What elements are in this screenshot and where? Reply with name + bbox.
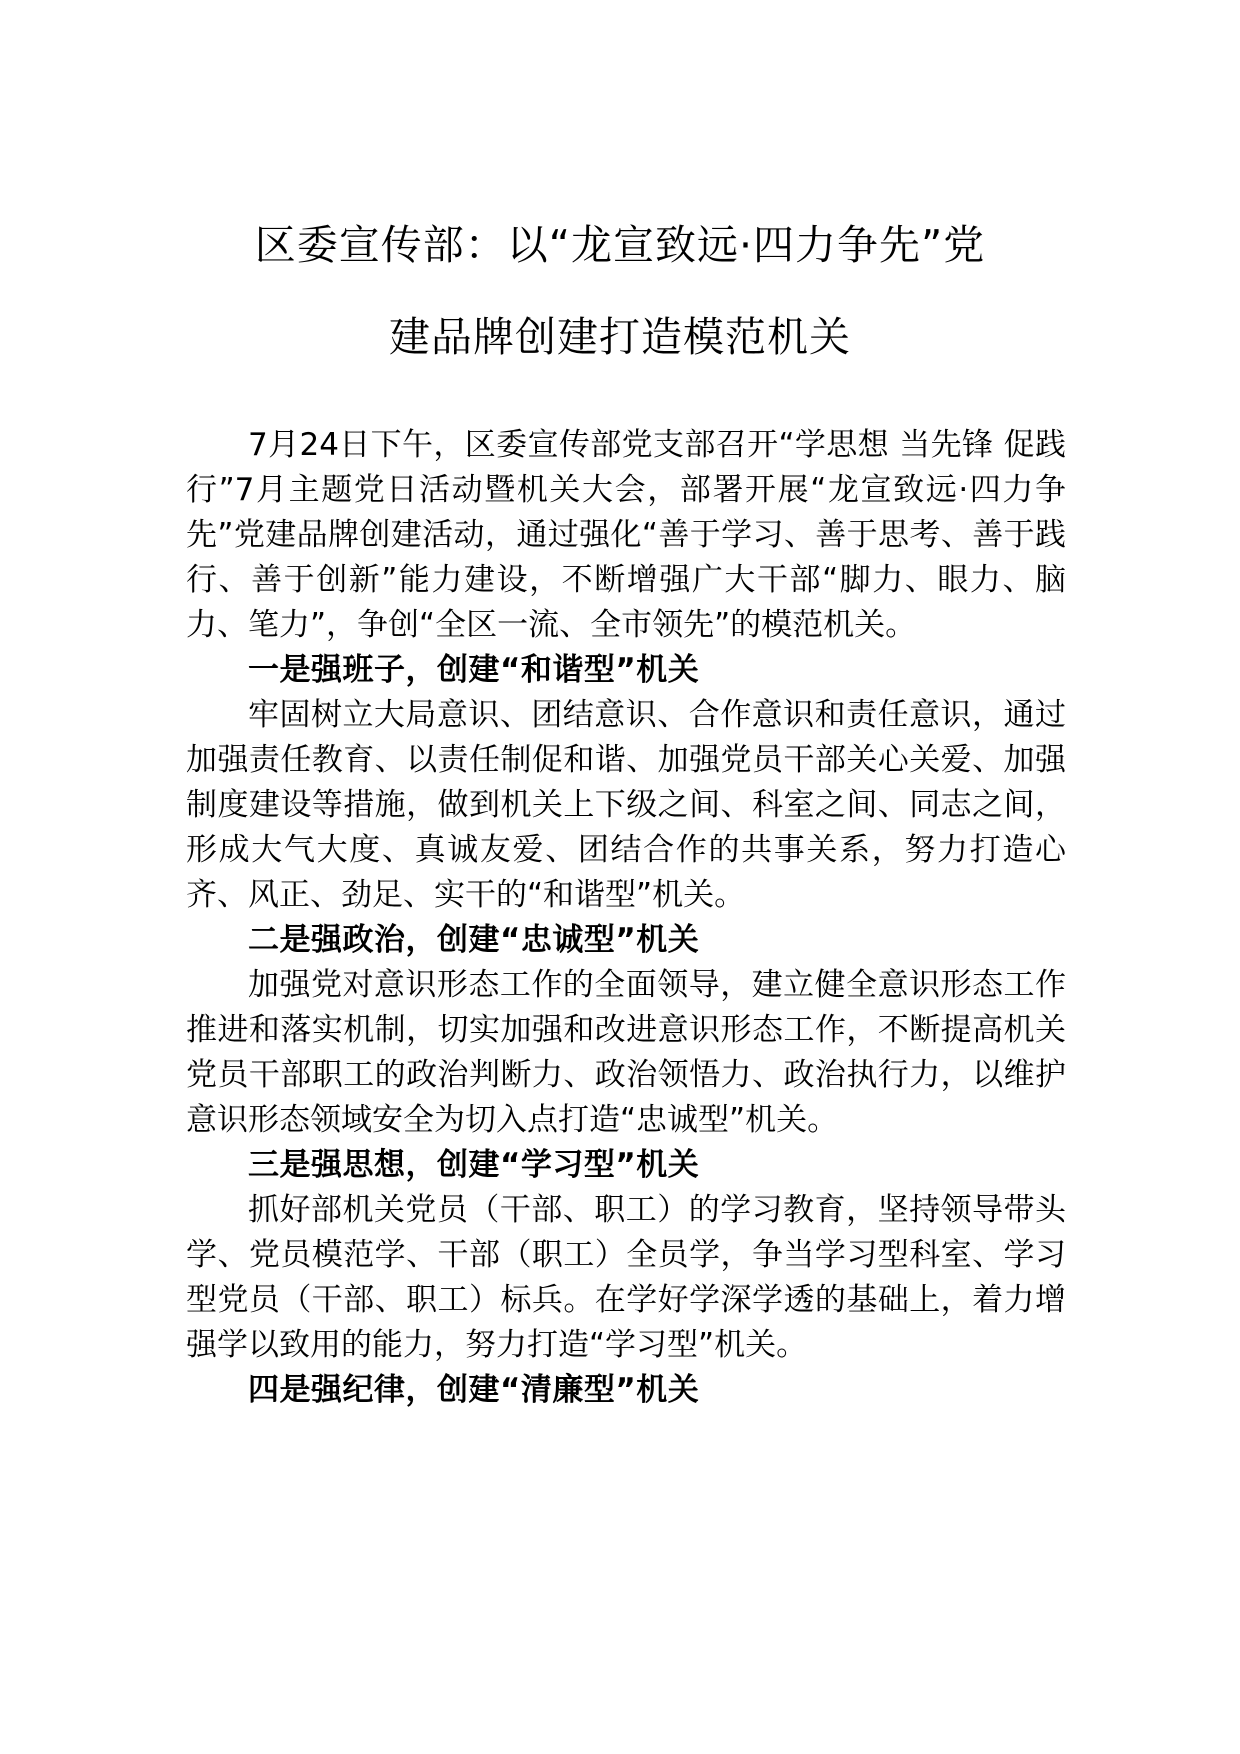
section-heading-3: 三是强思想，创建“学习型”机关: [248, 1147, 700, 1183]
section-paragraph-1: 牢固树立大局意识、团结意识、合作意识和责任意识，通过加强责任教育、以责任制促和谐、加强党员干部关心关爱、加强制度建设等措施，做到机关上下级之间、科室之间、同志之间，形成大气大度、真诚友爱、团结合作的共事关系，努力打造心齐、风正、劲足、实干的“和谐型”机关。: [186, 697, 1066, 913]
document-title-line-2: 建品牌创建打造模范机关: [389, 313, 851, 361]
section-paragraph-3: 抓好部机关党员（干部、职工）的学习教育，坚持领导带头学、党员模范学、干部（职工）全员学，争当学习型科室、学习型党员（干部、职工）标兵。在学好学深学透的基础上，着力增强学以致用的能力，努力打造“学习型”机关。: [186, 1192, 1066, 1363]
section-paragraph-2: 加强党对意识形态工作的全面领导，建立健全意识形态工作推进和落实机制，切实加强和改进意识形态工作，不断提高机关党员干部职工的政治判断力、政治领悟力、政治执行力，以维护意识形态领域安全为切入点打造“忠诚型”机关。: [186, 967, 1066, 1138]
intro-paragraph: 7月24日下午，区委宣传部党支部召开“学思想 当先锋 促践行”7月主题党日活动暨机关大会，部署开展“龙宣致远·四力争先”党建品牌创建活动，通过强化“善于学习、善于思考、善于践行、善于创新”能力建设，不断增强广大干部“脚力、眼力、脑力、笔力”，争创“全区一流、全市领先”的模范机关。: [186, 427, 1066, 643]
document-title-line-1: 区委宣传部：以“龙宣致远·四力争先”党: [254, 221, 986, 269]
document-body: [186, 423, 1066, 1413]
section-heading-1: 一是强班子，创建“和谐型”机关: [248, 652, 700, 688]
section-heading-2: 二是强政治，创建“忠诚型”机关: [248, 922, 700, 958]
section-heading-4: 四是强纪律，创建“清廉型”机关: [248, 1372, 700, 1408]
